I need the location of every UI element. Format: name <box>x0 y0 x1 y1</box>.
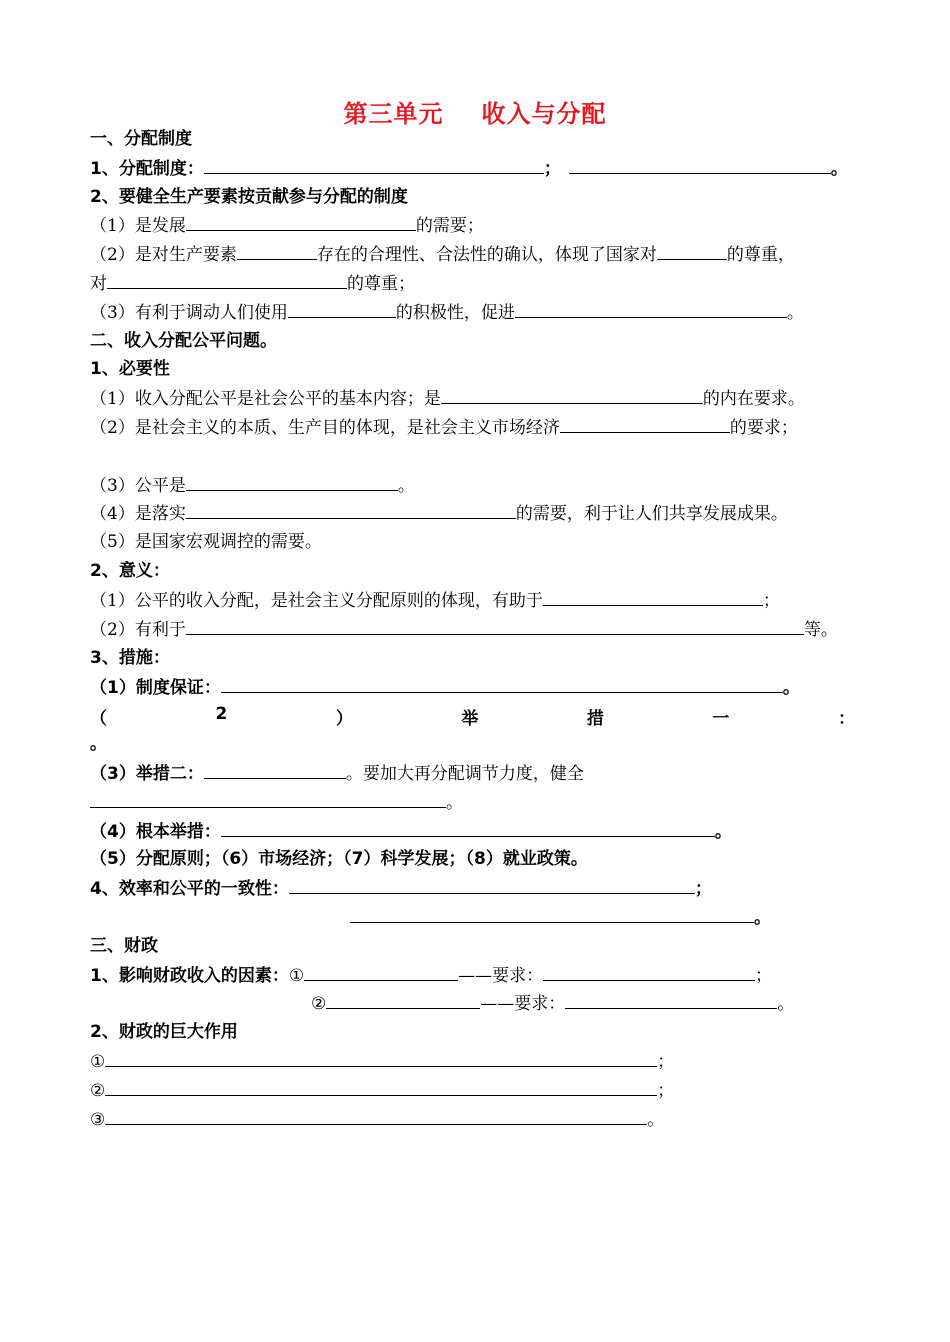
blank[interactable] <box>515 301 787 318</box>
s2-m4: （4）根本举措： 。 <box>90 822 732 842</box>
s3-r1: ① ； <box>90 1052 675 1072</box>
s1-line1: 1、分配制度： ； 。 <box>90 159 848 179</box>
blank[interactable] <box>657 243 727 260</box>
section3-heading: 三、财政 <box>90 936 158 956</box>
s2-g1: （1）公平的收入分配，是社会主义分配原则的体现，有助于 ； <box>90 591 780 611</box>
s2-m3-cont: 。 <box>90 791 463 814</box>
s3-f2: 2、财政的巨大作用 <box>90 1022 238 1042</box>
blank[interactable] <box>289 877 695 894</box>
blank[interactable] <box>107 272 347 289</box>
blank[interactable] <box>288 301 396 318</box>
section1-heading: 一、分配制度 <box>90 129 192 149</box>
s2-m1: （1）制度保证： 。 <box>90 678 800 698</box>
s1-p2: （2）是对生产要素 存在的合理性、合法性的确认，体现了国家对 的尊重， <box>90 245 795 265</box>
s1-line2-heading: 2、要健全生产要素按贡献参与分配的制度 <box>90 187 408 207</box>
blank[interactable] <box>186 214 416 231</box>
blank[interactable] <box>441 387 703 404</box>
s3-f1-second: ② ——要求： 。 <box>311 994 795 1014</box>
title-part1: 第三单元 <box>343 100 444 128</box>
s2-significance: 2、意义： <box>90 561 170 581</box>
blank[interactable] <box>350 906 754 923</box>
blank[interactable] <box>105 1108 647 1125</box>
s2-m2-end: 。 <box>90 734 107 754</box>
s2-m3: （3）举措二： 。要加大再分配调节力度，健全 <box>90 764 584 784</box>
blank[interactable] <box>204 762 346 779</box>
s2-m5: （5）分配原则；（6）市场经济；（7）科学发展；（8）就业政策。 <box>90 849 588 869</box>
blank[interactable] <box>186 502 516 519</box>
blank[interactable] <box>186 618 804 635</box>
s1-p2-cont: 对 的尊重； <box>90 274 415 294</box>
section2-heading: 二、收入分配公平问题。 <box>90 331 277 351</box>
blank[interactable] <box>90 791 446 808</box>
s2-n4: （4）是落实 的需要，利于让人们共享发展成果。 <box>90 504 788 524</box>
s2-n5: （5）是国家宏观调控的需要。 <box>90 532 322 552</box>
s3-r3: ③ 。 <box>90 1110 665 1130</box>
blank[interactable] <box>204 157 544 174</box>
s2-g2: （2）有利于 等。 <box>90 620 838 640</box>
s2-n1: （1）收入分配公平是社会公平的基本内容；是 的内在要求。 <box>90 389 805 409</box>
title-part2: 收入与分配 <box>481 100 607 128</box>
s1-p3: （3）有利于调动人们使用 的积极性，促进 。 <box>90 303 804 323</box>
s2-consistency-cont: 。 <box>350 906 771 929</box>
s2-n2: （2）是社会主义的本质、生产目的体现，是社会主义市场经济 的要求； <box>90 418 798 438</box>
page-title <box>0 94 950 129</box>
blank[interactable] <box>105 1050 657 1067</box>
blank[interactable] <box>543 964 755 981</box>
s2-measures: 3、措施： <box>90 648 170 668</box>
blank[interactable] <box>560 416 730 433</box>
s3-r2: ② ； <box>90 1081 675 1101</box>
s2-consistency: 4、效率和公平的一致性： ； <box>90 879 712 899</box>
s2-n3: （3）公平是 。 <box>90 476 415 496</box>
blank[interactable] <box>221 676 783 693</box>
blank[interactable] <box>237 243 317 260</box>
blank[interactable] <box>565 992 777 1009</box>
blank[interactable] <box>543 589 763 606</box>
s3-f1: 1、影响财政收入的因素：① ——要求： ； <box>90 966 773 986</box>
blank[interactable] <box>186 474 398 491</box>
blank[interactable] <box>105 1079 657 1096</box>
s2-m2: （ 2 ） 举 措 一 ： <box>90 704 855 729</box>
s2-necessity: 1、必要性 <box>90 359 170 379</box>
blank[interactable] <box>221 820 715 837</box>
s1-p1: （1）是发展 的需要； <box>90 216 484 236</box>
blank[interactable] <box>569 157 831 174</box>
blank[interactable] <box>304 964 458 981</box>
blank[interactable] <box>326 992 480 1009</box>
